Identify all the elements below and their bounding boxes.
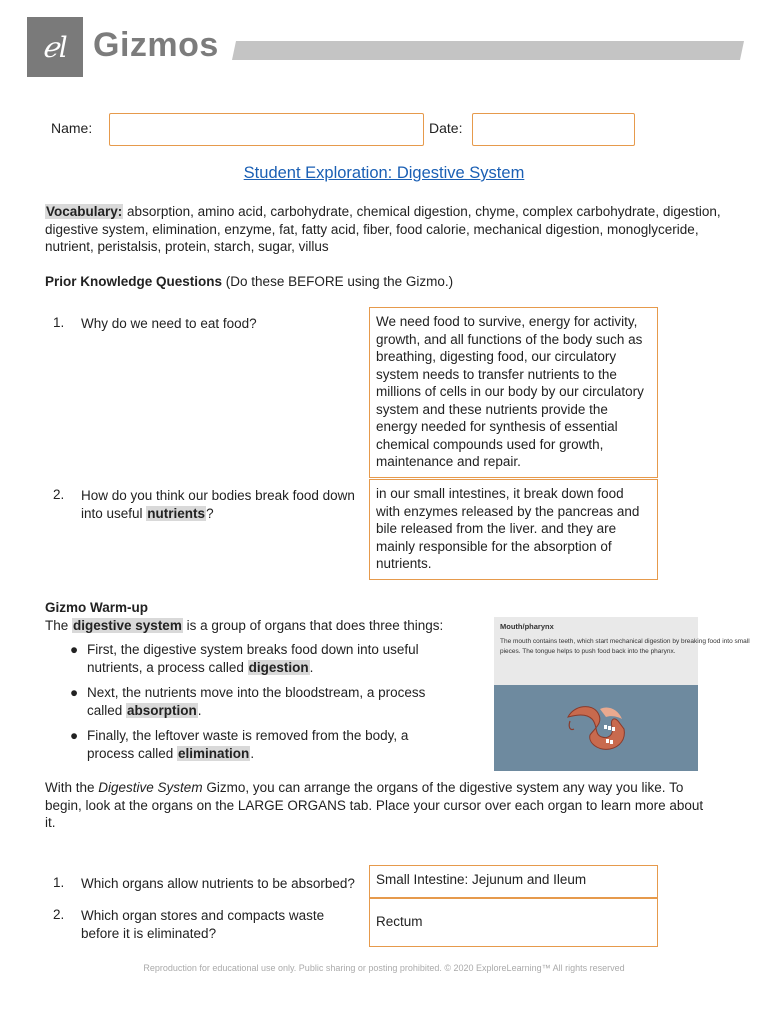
term-highlight: nutrients bbox=[147, 505, 206, 521]
term-highlight: digestive system bbox=[73, 618, 182, 633]
paragraph-start: With the bbox=[45, 780, 99, 795]
date-field[interactable] bbox=[472, 113, 635, 146]
answer-box[interactable]: Small Intestine: Jejunum and Ileum bbox=[369, 865, 658, 898]
brand-name: Gizmos bbox=[93, 26, 219, 64]
answer-box[interactable]: Rectum bbox=[369, 898, 658, 947]
explorelearning-logo-icon: ℯl bbox=[42, 30, 68, 64]
header-bar bbox=[232, 41, 744, 60]
footer-copyright: Reproduction for educational use only. Public sharing or posting prohibited. © 2020 ExploreLearning™ All rights reserved bbox=[143, 963, 625, 973]
gizmo-organ-description: The mouth contains teeth, which start mechanical digestion by breaking food into small pieces. The tongue helps to push food back into the pharynx. bbox=[500, 638, 750, 655]
question-text-start: How do you think our bodies break food down into useful bbox=[81, 488, 355, 521]
list-item bbox=[70, 684, 450, 719]
list-item bbox=[70, 727, 450, 762]
term-highlight: absorption bbox=[127, 702, 197, 718]
question-text bbox=[81, 487, 366, 522]
vocabulary-label: Vocabulary: bbox=[46, 204, 123, 219]
bullet-icon: ● bbox=[70, 642, 79, 657]
warmup-heading: Gizmo Warm-up bbox=[45, 600, 148, 615]
bullet-text: Finally, the leftover waste is removed from the body, a process called bbox=[87, 728, 409, 761]
bullet-text-end: . bbox=[250, 745, 255, 761]
question-text: Which organ stores and compacts waste before it is eliminated? bbox=[81, 908, 325, 941]
warmup-bullet-list bbox=[70, 641, 450, 770]
vocabulary-list: absorption, amino acid, carbohydrate, chemical digestion, chyme, complex carbohydrate, digestion, digestive system, elimination, enzyme, fat, fatty acid, fiber, food calorie, mechanical digestion, monoglyceride, nutrient, peristalsis, protein, starch, sugar, villus bbox=[45, 204, 721, 254]
question-number: 2. bbox=[53, 907, 65, 922]
bullet-text: First, the digestive system breaks food down into useful nutrients, a process called bbox=[87, 642, 419, 675]
question-number: 1. bbox=[53, 315, 65, 330]
instructions-paragraph bbox=[45, 779, 705, 832]
paragraph-end: Gizmo, you can arrange the organs of the digestive system any way you like. To begin, look at the organs on the LARGE ORGANS tab. Place your cursor over each organ to learn more about it. bbox=[45, 780, 704, 830]
intro-end: is a group of organs that does three things: bbox=[182, 618, 444, 633]
prior-knowledge-note: (Do these BEFORE using the Gizmo.) bbox=[225, 274, 454, 289]
answer-box[interactable]: We need food to survive, energy for activity, growth, and all functions of the body such as breathing, digesting food, our circulatory system needs to transfer nutrients to the millions of cells in our body by our circulatory system and these nutrients provide the energy needed for synthesis of essential chemical compounds used for growth, maintenance and repair. bbox=[369, 307, 658, 478]
term-highlight: elimination bbox=[178, 745, 250, 761]
gizmo-name: Digestive System bbox=[98, 780, 203, 795]
bullet-text: Next, the nutrients move into the bloodstream, a process called bbox=[87, 685, 426, 718]
page-title[interactable]: Student Exploration: Digestive System bbox=[243, 164, 525, 182]
bullet-text-end: . bbox=[197, 702, 202, 718]
question-text: Why do we need to eat food? bbox=[81, 316, 257, 331]
name-label: Name: bbox=[51, 120, 93, 136]
question-text: Which organs allow nutrients to be absorbed? bbox=[81, 876, 355, 891]
question-number: 2. bbox=[53, 487, 65, 502]
question-text-end: ? bbox=[206, 505, 214, 521]
gizmo-screenshot bbox=[494, 617, 750, 771]
intro-start: The bbox=[45, 618, 73, 633]
prior-knowledge-heading bbox=[45, 273, 725, 291]
mouth-organ-icon bbox=[564, 699, 634, 757]
name-field[interactable] bbox=[109, 113, 424, 146]
bullet-icon: ● bbox=[70, 685, 79, 700]
warmup-intro bbox=[45, 617, 485, 635]
question-number: 1. bbox=[53, 875, 65, 890]
date-label: Date: bbox=[429, 120, 463, 136]
term-highlight: digestion bbox=[248, 659, 309, 675]
prior-knowledge-title: Prior Knowledge Questions bbox=[45, 274, 223, 289]
list-item bbox=[70, 641, 450, 676]
gizmo-organ-title: Mouth/pharynx bbox=[500, 622, 554, 631]
bullet-icon: ● bbox=[70, 728, 79, 743]
answer-box[interactable]: in our small intestines, it break down food with enzymes released by the pancreas and bile released from the liver. and they are mainly responsible for the absorption of nutrients. bbox=[369, 479, 658, 580]
bullet-text-end: . bbox=[309, 659, 314, 675]
vocabulary-paragraph bbox=[45, 203, 725, 256]
